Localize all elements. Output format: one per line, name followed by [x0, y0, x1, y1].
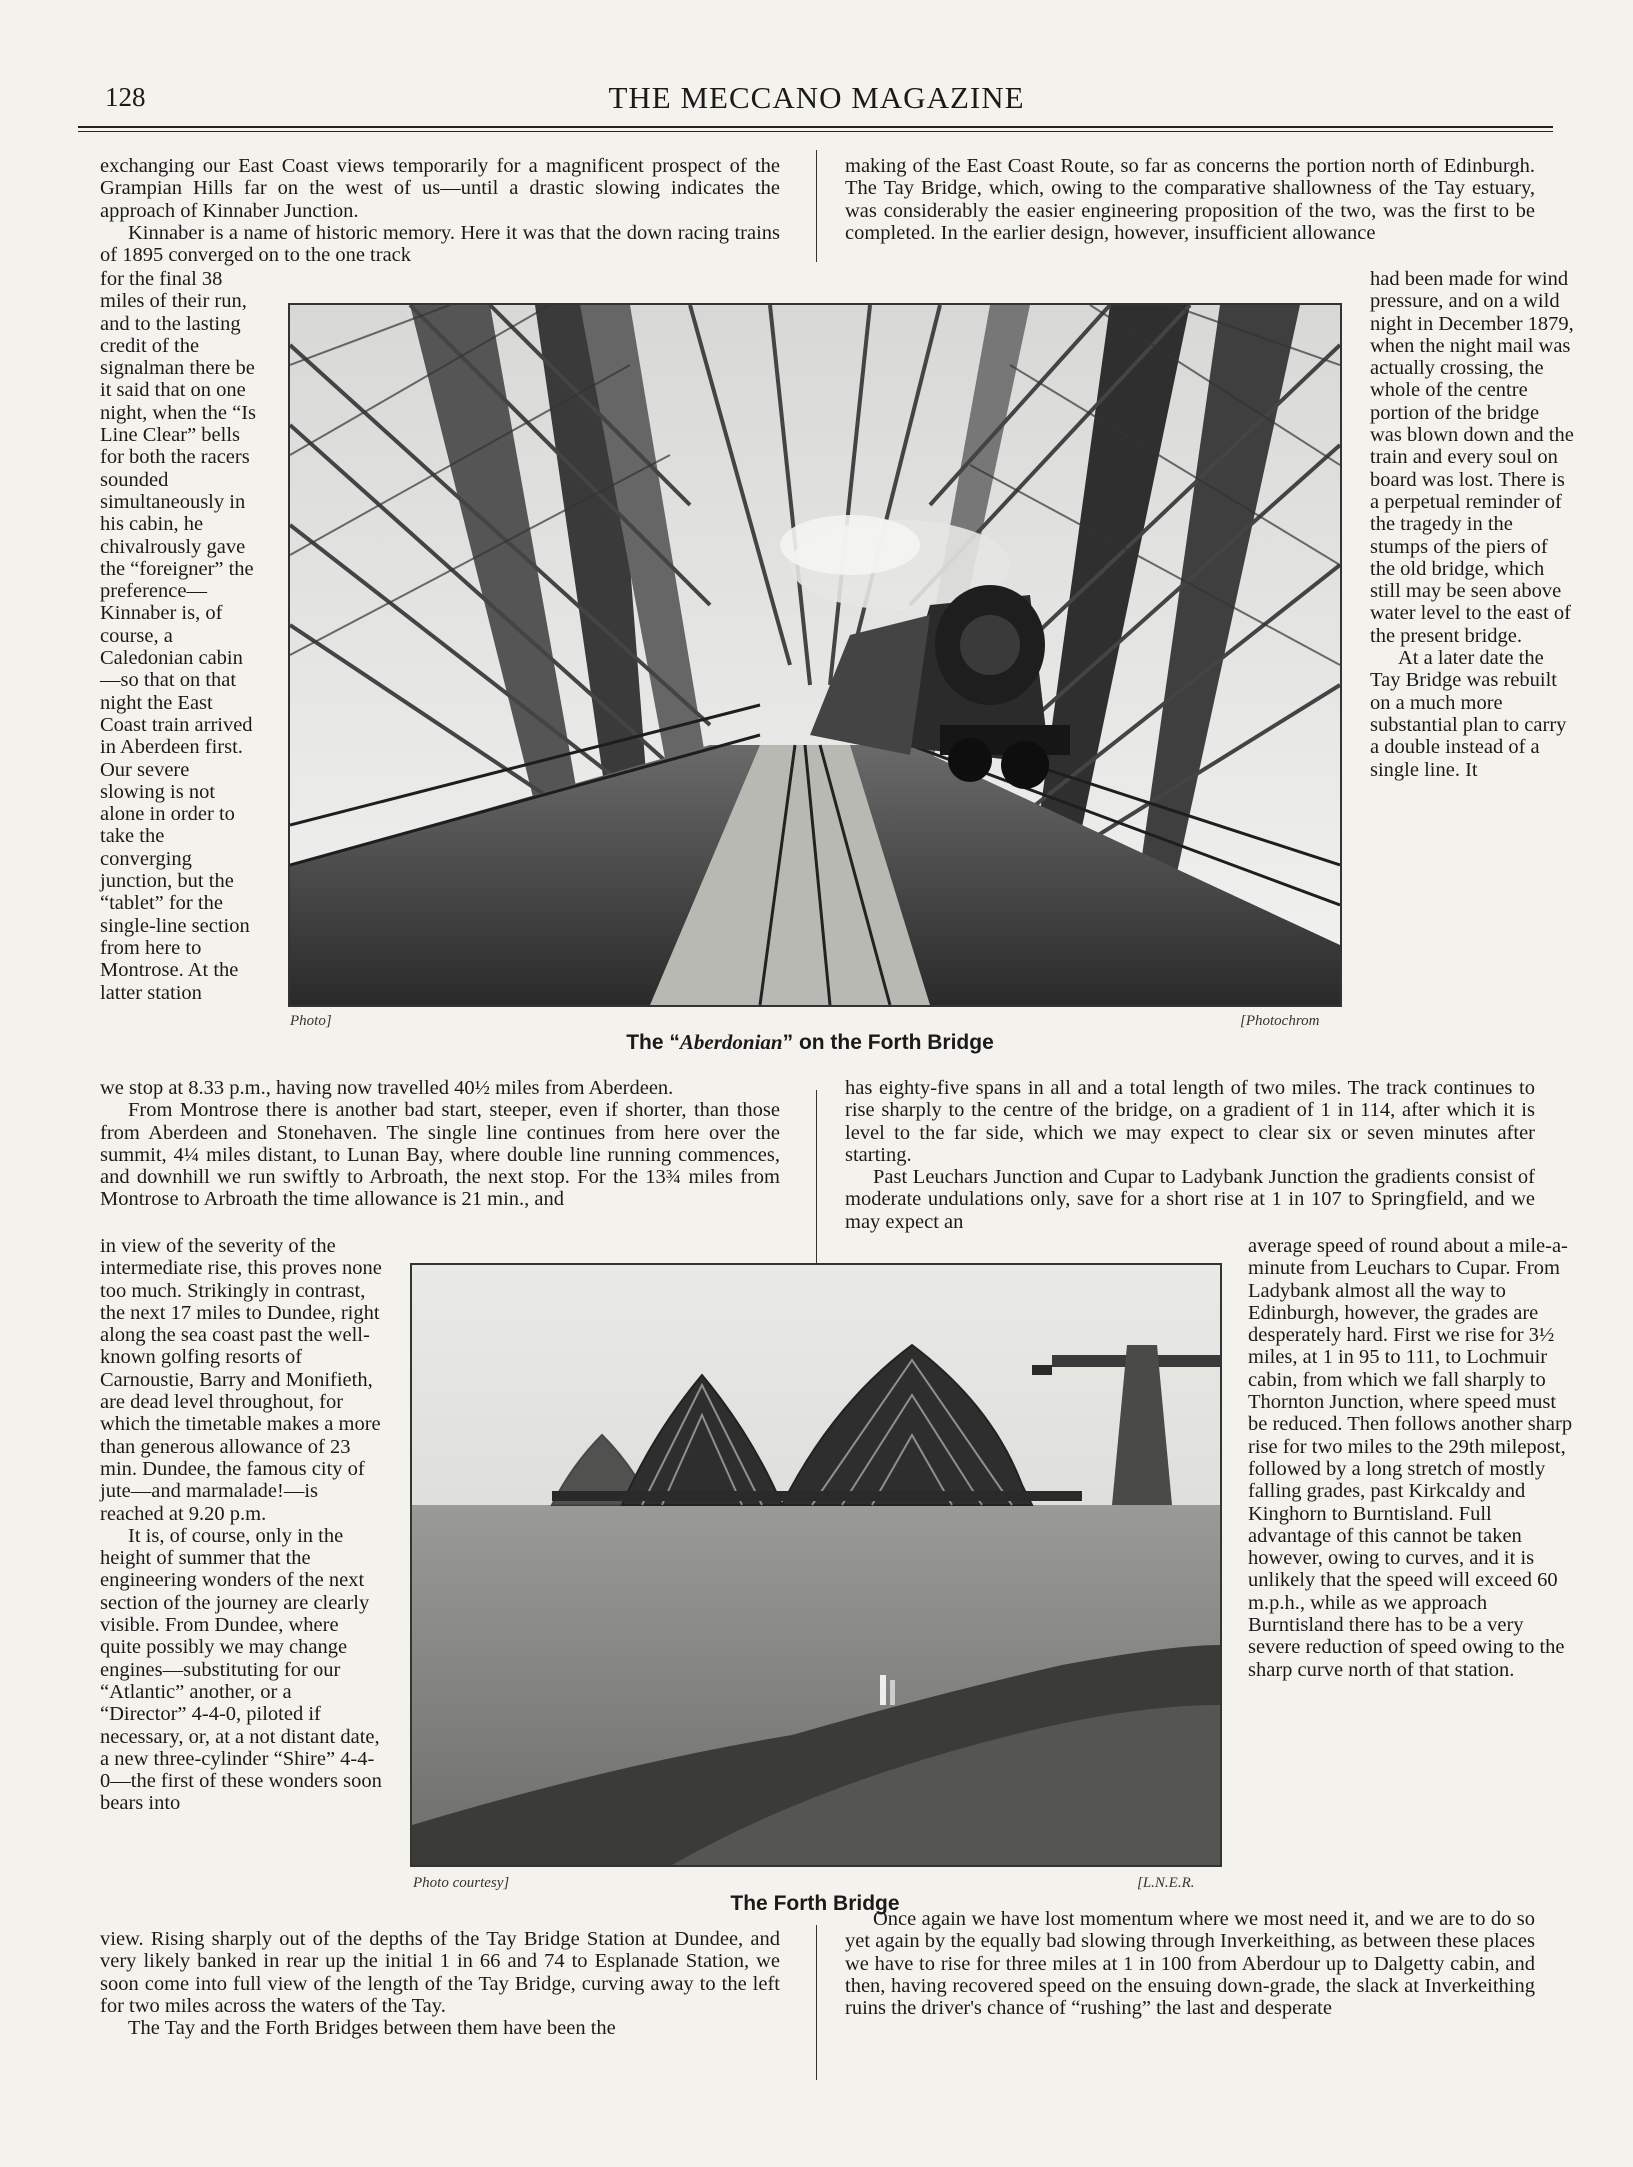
left-narrow-text-1: for the final 38 miles of their run, and to the lasting credit of the signalman there be it said that on one night, when the “Is Line Clear” bells for both the racers sounded simultaneously in his cabin, he chivalrously gave the “foreigner” the preference—Kinnaber is, of course, a Caledonian cabin—so that on that night the East Coast train arrived in Aberdeen first. Our severe slowing is not alone in order to take the converging junction, but the “tablet” for the single-line section from here to Montrose. At the latter station [100, 268, 256, 1004]
photo2-credit-left: Photo courtesy] [413, 1875, 510, 1891]
right-narrow-text-2: average speed of round about a mile-a-minute from Leuchars to Cupar. From Ladybank almost all the way to Edinburgh, however, the grades are desperately hard. First we rise for 3½ miles, at 1 in 95 to 111, to Lochmuir cabin, from which we fall sharply to Thornton Junction, where speed must be reduced. Then follows another sharp rise for two miles to the 29th milepost, followed by a long stretch of mostly falling grades, past Kirkcaldy and Kinghorn to Burntisland. Full advantage of this cannot be taken however, owing to curves, and it is unlikely that the speed will exceed 60 m.p.h., while as we approach Burntisland there has to be a very severe reduction of speed owing to the sharp curve north of that station. [1248, 1235, 1573, 1681]
photo1-credit-right: [Photochrom [1240, 1013, 1320, 1029]
left-bottom-text: view. Rising sharply out of the depths of the Tay Bridge Station at Dundee, and very likely banked in rear up the initial 1 in 66 and 74 to Esplanade Station, we soon come into full view of the length of the Tay Bridge, curving away to the left for two miles across the waters of the Tay. The Tay and the Forth Bridges between them have been the [100, 1928, 780, 2040]
header-rule-thin [78, 131, 1553, 132]
aberdonian-photo [288, 303, 1342, 1007]
magazine-title: THE MECCANO MAGAZINE [608, 80, 1025, 115]
forth-bridge-image [412, 1265, 1220, 1865]
right-bottom-text: Once again we have lost momentum where we most need it, and we are to do so yet again by the equally bad slowing through Inverkeithing, as between these places we have to rise for three miles at 1 in 100 from Aberdour up to Dalgetty cabin, and then, having recovered speed on the ensuing down-grade, the slack at Inverkeithing ruins the driver's chance of “rushing” the last and desperate [845, 1908, 1535, 2020]
forth-bridge-photo [410, 1263, 1222, 1867]
locomotive-on-bridge-image [290, 305, 1340, 1005]
column-divider-mid [816, 1090, 817, 1270]
left-top-text: exchanging our East Coast views temporarily for a magnificent prospect of the Grampian Hills far on the west of us—until a drastic slowing indicates the approach of Kinnaber Junction. Kinnaber is a name of historic memory. Here it was that the down racing trains of 1895 converged on to the one track [100, 155, 780, 267]
page-number: 128 [105, 82, 146, 112]
header-rule [78, 126, 1553, 128]
right-top-text: making of the East Coast Route, so far as concerns the portion north of Edinburgh. The Tay Bridge, which, owing to the comparative shallowness of the Tay estuary, was considerably the easier engineering proposition of the two, was the first to be completed. In the earlier design, however, insufficient allowance [845, 155, 1535, 244]
column-divider-bottom [816, 1925, 817, 2080]
photo2-caption: The Forth Bridge [730, 1892, 900, 1915]
photo2-credit-right: [L.N.E.R. [1137, 1875, 1195, 1891]
photo1-credit-left: Photo] [290, 1013, 332, 1029]
photo1-caption: The “Aberdonian” on the Forth Bridge [626, 1030, 994, 1054]
right-mid-text: has eighty-five spans in all and a total length of two miles. The track continues to rise sharply to the centre of the bridge, on a gradient of 1 in 114, after which it is level to the far side, which we may expect to clear six or seven minutes after starting. Past Leuchars Junction and Cupar to Ladybank Junction the gradients consist of moderate undulations only, save for a short rise at 1 in 107 to Springfield, and we may expect an [845, 1077, 1535, 1233]
left-narrow-text-2: in view of the severity of the intermediate rise, this proves none too much. Strikingly in contrast, the next 17 miles to Dundee, right along the sea coast past the well-known golfing resorts of Carnoustie, Barry and Monifieth, are dead level throughout, for which the timetable makes a more than generous allowance of 23 min. Dundee, the famous city of jute—and marmalade!—is reached at 9.20 p.m. It is, of course, only in the height of summer that the engineering wonders of the next section of the journey are clearly visible. From Dundee, where quite possibly we may change engines—substituting for our “Atlantic” another, or a “Director” 4-4-0, piloted if necessary, or, at a not distant date, a new three-cylinder “Shire” 4-4-0—the first of these wonders soon bears into [100, 1235, 382, 1815]
right-narrow-text-1: had been made for wind pressure, and on a wild night in December 1879, when the night mail was actually crossing, the whole of the centre portion of the bridge was blown down and the train and every soul on board was lost. There is a perpetual reminder of the tragedy in the stumps of the piers of the old bridge, which still may be seen above water level to the east of the present bridge. At a later date the Tay Bridge was rebuilt on a much more substantial plan to carry a double instead of a single line. It [1370, 268, 1574, 781]
left-mid-text: we stop at 8.33 p.m., having now travelled 40½ miles from Aberdeen. From Montrose there is another bad start, steeper, even if shorter, than those from Aberdeen and Stonehaven. The single line continues from here over the summit, 4¼ miles distant, to Lunan Bay, where double line running commences, and downhill we run swiftly to Arbroath, the next stop. For the 13¾ miles from Montrose to Arbroath the time allowance is 21 min., and [100, 1077, 780, 1211]
column-divider-top [816, 150, 817, 262]
